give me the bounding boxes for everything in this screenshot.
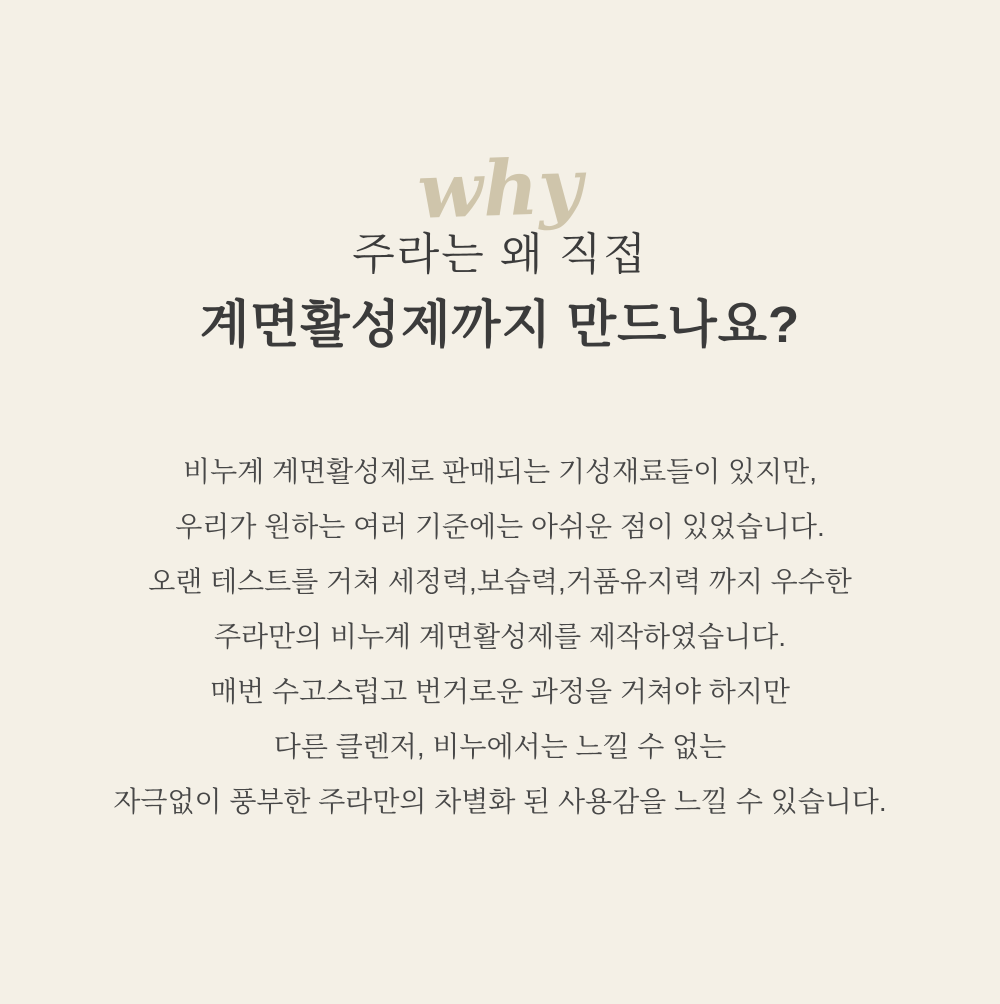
section-title [0,220,1000,360]
why-script-eyebrow: why [416,141,584,236]
body-line: 우리가 원하는 여러 기준에는 아쉬운 점이 있었습니다. [175,511,825,542]
section-title-line1: 주라는 왜 직접 [352,230,648,279]
body-line: 주라만의 비누계 계면활성제를 제작하였습니다. [213,621,787,652]
body-line: 오랜 테스트를 거쳐 세정력,보습력,거품유지력 까지 우수한 [148,566,852,597]
section-title-line2: 계면활성제까지 만드나요? [199,296,801,353]
body-line: 비누계 계면활성제로 판매되는 기성재료들이 있지만, [183,456,817,487]
body-line: 다른 클렌저, 비누에서는 느낄 수 없는 [273,731,727,762]
section-body [0,444,1000,829]
body-line: 매번 수고스럽고 번거로운 과정을 거쳐야 하지만 [210,676,790,707]
body-line: 자극없이 풍부한 주라만의 차별화 된 사용감을 느낄 수 있습니다. [113,786,887,817]
